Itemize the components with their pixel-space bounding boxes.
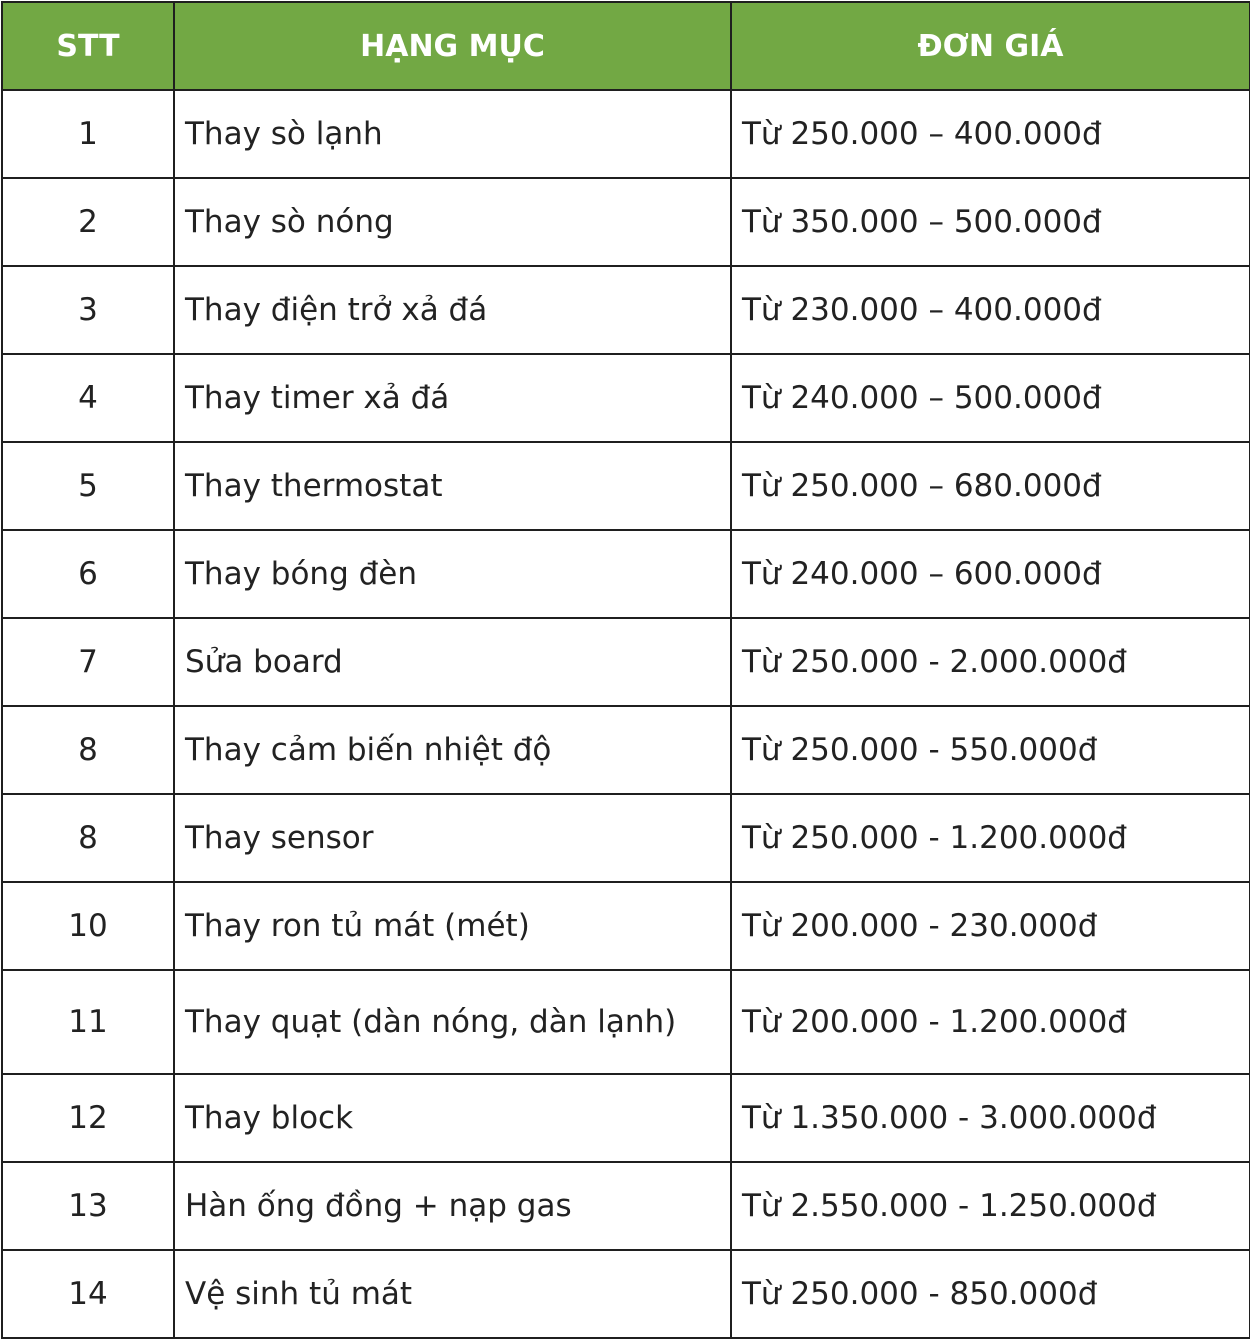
- row-stt: 12: [2, 1074, 174, 1162]
- row-item: Thay ron tủ mát (mét): [174, 882, 731, 970]
- table-row: [2, 618, 1250, 706]
- row-price: Từ 200.000 - 230.000đ: [731, 882, 1250, 970]
- table-row: [2, 970, 1250, 1074]
- header-price: ĐƠN GIÁ: [731, 2, 1250, 90]
- table-body: [2, 90, 1250, 1338]
- row-stt: 14: [2, 1250, 174, 1338]
- row-price: Từ 230.000 – 400.000đ: [731, 266, 1250, 354]
- row-stt: 5: [2, 442, 174, 530]
- table-row: [2, 354, 1250, 442]
- row-price: Từ 240.000 – 600.000đ: [731, 530, 1250, 618]
- row-price: Từ 250.000 – 680.000đ: [731, 442, 1250, 530]
- row-item: Thay cảm biến nhiệt độ: [174, 706, 731, 794]
- row-item: Thay bóng đèn: [174, 530, 731, 618]
- row-stt: 1: [2, 90, 174, 178]
- row-item: Thay block: [174, 1074, 731, 1162]
- row-item: Thay sò nóng: [174, 178, 731, 266]
- row-stt: 8: [2, 794, 174, 882]
- header-item: HẠNG MỤC: [174, 2, 731, 90]
- row-item: Sửa board: [174, 618, 731, 706]
- row-stt: 3: [2, 266, 174, 354]
- table-row: [2, 1074, 1250, 1162]
- row-stt: 8: [2, 706, 174, 794]
- row-price: Từ 1.350.000 - 3.000.000đ: [731, 1074, 1250, 1162]
- row-item: Thay quạt (dàn nóng, dàn lạnh): [174, 970, 731, 1074]
- row-stt: 13: [2, 1162, 174, 1250]
- row-item: Vệ sinh tủ mát: [174, 1250, 731, 1338]
- table-row: [2, 882, 1250, 970]
- table-row: [2, 1250, 1250, 1338]
- table-row: [2, 1162, 1250, 1250]
- row-item: Hàn ống đồng + nạp gas: [174, 1162, 731, 1250]
- row-stt: 2: [2, 178, 174, 266]
- table-row: [2, 266, 1250, 354]
- row-stt: 10: [2, 882, 174, 970]
- row-item: Thay timer xả đá: [174, 354, 731, 442]
- table-row: [2, 90, 1250, 178]
- row-price: Từ 2.550.000 - 1.250.000đ: [731, 1162, 1250, 1250]
- table-header: [2, 2, 1250, 90]
- row-price: Từ 200.000 - 1.200.000đ: [731, 970, 1250, 1074]
- header-row: [2, 2, 1250, 90]
- table-row: [2, 706, 1250, 794]
- row-price: Từ 250.000 - 550.000đ: [731, 706, 1250, 794]
- row-item: Thay điện trở xả đá: [174, 266, 731, 354]
- row-price: Từ 350.000 – 500.000đ: [731, 178, 1250, 266]
- table-row: [2, 178, 1250, 266]
- header-stt: STT: [2, 2, 174, 90]
- row-price: Từ 250.000 – 400.000đ: [731, 90, 1250, 178]
- row-item: Thay sò lạnh: [174, 90, 731, 178]
- row-price: Từ 250.000 - 850.000đ: [731, 1250, 1250, 1338]
- row-item: Thay thermostat: [174, 442, 731, 530]
- row-item: Thay sensor: [174, 794, 731, 882]
- price-table: [1, 1, 1250, 1339]
- row-stt: 4: [2, 354, 174, 442]
- table-row: [2, 442, 1250, 530]
- row-stt: 7: [2, 618, 174, 706]
- row-stt: 6: [2, 530, 174, 618]
- row-price: Từ 240.000 – 500.000đ: [731, 354, 1250, 442]
- table-row: [2, 794, 1250, 882]
- table-row: [2, 530, 1250, 618]
- row-price: Từ 250.000 - 2.000.000đ: [731, 618, 1250, 706]
- row-stt: 11: [2, 970, 174, 1074]
- row-price: Từ 250.000 - 1.200.000đ: [731, 794, 1250, 882]
